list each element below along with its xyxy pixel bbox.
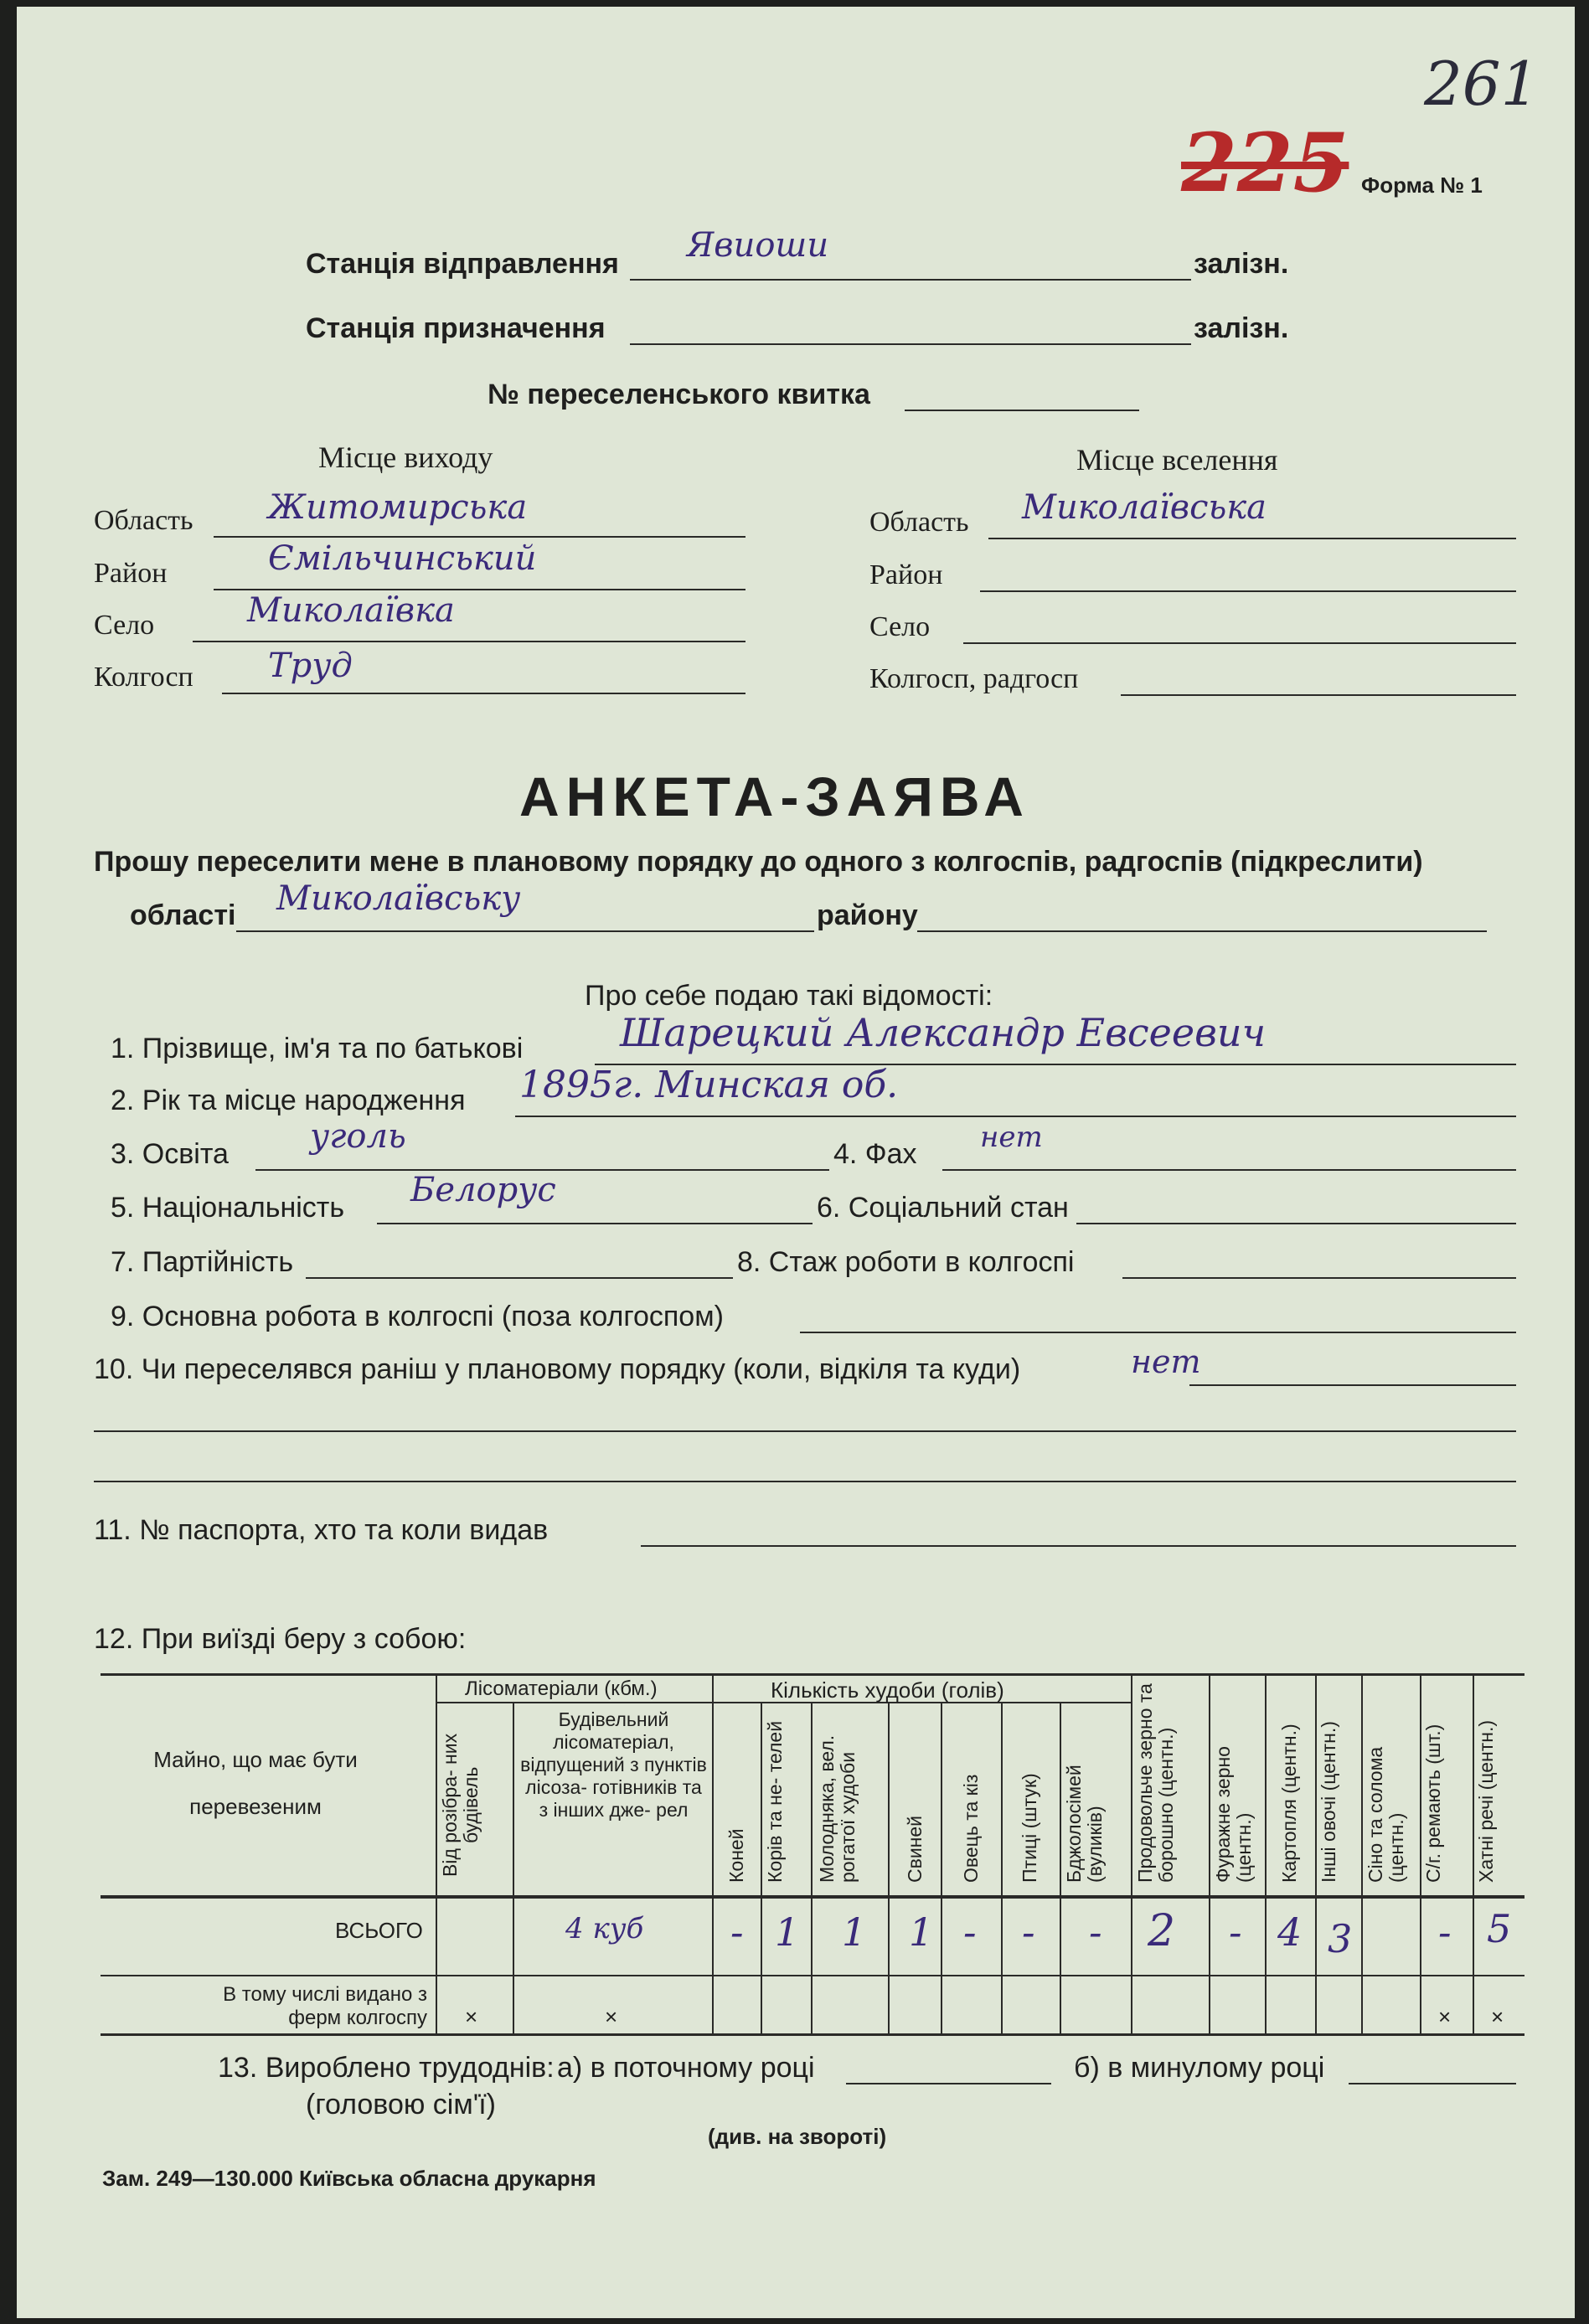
other-col-4: Сіно та солома (центн.) xyxy=(1365,1746,1407,1883)
origin-oblast-line xyxy=(214,536,745,538)
destination-oblast-label: Область xyxy=(869,507,969,538)
q5-value: Белорус xyxy=(410,1171,556,1209)
origin-raion-line xyxy=(214,589,745,590)
total-cell-3: 1 xyxy=(775,1909,800,1955)
form-title: АНКЕТА-ЗАЯВА xyxy=(519,765,1030,827)
table-col-building-lumber: Будівельний лісоматеріал, відпущений з пунктів лісоза- готівників та з інших дже- рел xyxy=(520,1708,707,1821)
other-col-0: Продовольче зерно та борошно (центн.) xyxy=(1134,1683,1177,1883)
origin-kolhosp-value: Труд xyxy=(268,647,353,685)
destination-railway-suffix: залізн. xyxy=(1194,312,1289,344)
origin-oblast-value: Житомирська xyxy=(268,488,528,527)
total-cell-8: - xyxy=(1089,1909,1102,1955)
q13-previous-label: б) в минулому році xyxy=(1074,2052,1325,2084)
archive-page-number: 261 xyxy=(1424,49,1540,119)
destination-raion-line xyxy=(980,590,1516,592)
subtotal-cell-0: × xyxy=(465,2004,478,2029)
q5-label: 5. Національність xyxy=(111,1192,345,1224)
q11-line xyxy=(641,1545,1516,1547)
request-oblast-line xyxy=(236,930,814,932)
total-cell-4: 1 xyxy=(842,1909,867,1955)
q6-line xyxy=(1076,1223,1516,1224)
request-line: Прошу переселити мене в плановому порядку до одного з колгоспів, радгоспів (підкреслити) xyxy=(94,846,1423,878)
destination-oblast-value: Миколаївська xyxy=(1022,488,1267,527)
total-cell-10: - xyxy=(1229,1909,1242,1955)
q5-line xyxy=(377,1223,813,1224)
total-cell-5: 1 xyxy=(909,1909,934,1955)
subtotal-cell-14: × xyxy=(1491,2004,1504,2029)
livestock-col-4: Овець та кіз xyxy=(960,1774,982,1883)
table-col-dismantled: Від розібра- них будівель xyxy=(439,1733,482,1878)
total-cell-1: 4 куб xyxy=(565,1912,644,1945)
q8-label: 8. Стаж роботи в колгоспі xyxy=(737,1246,1075,1278)
q10-line-1 xyxy=(1189,1384,1516,1386)
q10-line-2 xyxy=(94,1430,1516,1432)
printer-footer: Зам. 249—130.000 Київська обласна друкарня xyxy=(102,2166,596,2191)
destination-heading: Місце вселення xyxy=(1076,443,1278,477)
q12-label: 12. При виїзді беру з собою: xyxy=(94,1623,467,1655)
destination-station-label: Станція призначення xyxy=(306,312,606,344)
departure-station-label: Станція відправлення xyxy=(306,248,619,280)
table-group-lumber: Лісоматеріали (кбм.) xyxy=(465,1677,658,1700)
ticket-line xyxy=(905,410,1139,411)
request-oblast-value: Миколаївську xyxy=(276,879,521,918)
table-total-label: ВСЬОГО xyxy=(335,1918,423,1943)
origin-selo-value: Миколаївка xyxy=(247,591,455,630)
other-col-5: С/г. ремають (шт.) xyxy=(1422,1724,1444,1883)
table-group-livestock: Кількість худоби (голів) xyxy=(771,1677,1004,1703)
other-col-6: Хатні речі (центн.) xyxy=(1475,1719,1497,1883)
q11-label: 11. № паспорта, хто та коли видав xyxy=(94,1514,549,1546)
ticket-label: № переселенського квитка xyxy=(488,379,870,410)
request-raion-label: району xyxy=(817,899,918,931)
q1-value: Шарецкий Александр Евсеевич xyxy=(620,1010,1267,1055)
total-cell-9: 2 xyxy=(1148,1906,1176,1956)
archive-old-number: 225 xyxy=(1181,116,1349,210)
q13-label: 13. Вироблено трудоднів: xyxy=(218,2052,555,2084)
livestock-col-5: Птиці (штук) xyxy=(1019,1773,1040,1883)
origin-raion-value: Ємільчинський xyxy=(268,539,537,578)
destination-oblast-line xyxy=(988,538,1516,539)
total-cell-2: - xyxy=(730,1909,744,1955)
livestock-col-1: Корів та не- телей xyxy=(764,1720,786,1883)
q6-label: 6. Соціальний стан xyxy=(817,1192,1069,1224)
form-number: Форма № 1 xyxy=(1361,173,1483,198)
q13-previous-line xyxy=(1349,2083,1516,2084)
origin-heading: Місце виходу xyxy=(318,441,493,474)
info-intro: Про себе подаю такі відомості: xyxy=(585,980,993,1012)
origin-selo-line xyxy=(193,641,745,642)
total-cell-14: 5 xyxy=(1487,1906,1512,1951)
form-sheet xyxy=(17,7,1575,2318)
departure-station-line xyxy=(630,279,1191,281)
origin-kolhosp-line xyxy=(222,693,745,694)
total-cell-7: - xyxy=(1022,1909,1035,1955)
livestock-col-2: Молодняка, вел. рогатої худоби xyxy=(816,1734,859,1883)
q2-line xyxy=(515,1116,1516,1117)
destination-selo-line xyxy=(963,642,1516,644)
livestock-col-6: Бджолосімей (вуликів) xyxy=(1063,1765,1106,1883)
other-col-3: Інші овочі (центн.) xyxy=(1318,1721,1339,1883)
q7-line xyxy=(306,1277,733,1279)
q10-value: нет xyxy=(1131,1343,1201,1380)
livestock-col-3: Свиней xyxy=(904,1815,926,1883)
total-cell-12: 3 xyxy=(1328,1916,1353,1961)
total-cell-6: - xyxy=(963,1909,977,1955)
q13-sublabel: (головою сім'ї) xyxy=(306,2089,496,2120)
origin-kolhosp-label: Колгосп xyxy=(94,662,193,693)
q8-line xyxy=(1122,1277,1516,1279)
q4-value: нет xyxy=(980,1121,1043,1154)
origin-selo-label: Село xyxy=(94,610,155,641)
subtotal-cell-1: × xyxy=(605,2004,618,2029)
see-back-note: (див. на звороті) xyxy=(708,2124,887,2149)
other-col-1: Фуражне зерно (центн.) xyxy=(1212,1746,1255,1883)
q1-label: 1. Прізвище, ім'я та по батькові xyxy=(111,1033,524,1064)
request-oblast-label: області xyxy=(130,899,236,931)
destination-selo-label: Село xyxy=(869,611,931,642)
q3-label: 3. Освіта xyxy=(111,1138,229,1170)
destination-kolhosp-line xyxy=(1121,694,1516,696)
origin-raion-label: Район xyxy=(94,558,168,589)
q10-label: 10. Чи переселявся раніш у плановому порядку (коли, відкіля та куди) xyxy=(94,1353,1021,1385)
destination-kolhosp-label: Колгосп, радгосп xyxy=(869,663,1079,694)
q9-label: 9. Основна робота в колгоспі (поза колгоспом) xyxy=(111,1301,724,1332)
q2-value: 1895г. Минская об. xyxy=(519,1064,899,1106)
request-raion-line xyxy=(917,930,1487,932)
subtotal-cell-13: × xyxy=(1438,2004,1452,2029)
total-cell-11: 4 xyxy=(1277,1909,1303,1955)
q4-label: 4. Фах xyxy=(833,1138,917,1170)
q7-label: 7. Партійність xyxy=(111,1246,294,1278)
table-subtotal-label: В тому числі видано з ферм колгоспу xyxy=(223,1983,427,2029)
destination-raion-label: Район xyxy=(869,559,943,590)
q4-line xyxy=(942,1169,1516,1171)
q13-current-line xyxy=(846,2083,1051,2084)
departure-railway-suffix: залізн. xyxy=(1194,248,1289,280)
departure-station-value: Явиоши xyxy=(687,226,829,265)
origin-oblast-label: Область xyxy=(94,505,193,536)
q9-line xyxy=(800,1332,1516,1333)
total-cell-13: - xyxy=(1438,1909,1452,1955)
q2-label: 2. Рік та місце народження xyxy=(111,1085,466,1116)
q13-current-label: а) в поточному році xyxy=(557,2052,815,2084)
livestock-col-0: Коней xyxy=(725,1828,747,1883)
q10-line-3 xyxy=(94,1481,1516,1482)
other-col-2: Картопля (центн.) xyxy=(1278,1724,1300,1883)
table-row-header: Майно, що має бути перевезеним xyxy=(153,1747,358,1819)
destination-station-line xyxy=(630,343,1191,345)
q3-value: уголь xyxy=(310,1117,406,1156)
